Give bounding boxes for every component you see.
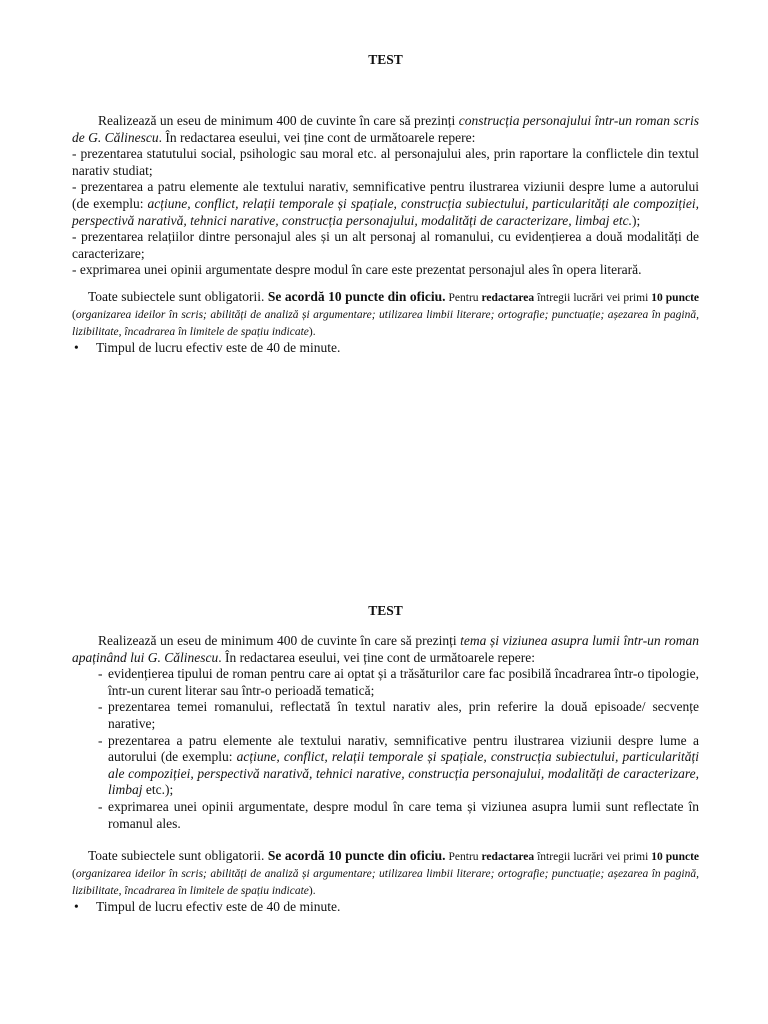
bullet-icon: • bbox=[74, 899, 79, 915]
note-text: ). bbox=[308, 325, 316, 338]
test-section-1 bbox=[72, 52, 699, 356]
requirement-text: - prezentarea a patru elemente ale textului narativ, semnificative pentru ilustrarea viziunii despre lume a autorului (de exemplu: bbox=[72, 179, 699, 211]
note-text: ( bbox=[72, 868, 76, 881]
note-text: ). bbox=[308, 885, 316, 898]
requirements-list bbox=[72, 666, 699, 832]
intro-text-end: . În redactarea eseului, vei ține cont de următoarele repere: bbox=[218, 649, 535, 665]
list-item bbox=[72, 666, 699, 699]
intro-italic: tema și viziunea asupra lumii într-un roman apaținând lui G. Călinescu bbox=[72, 633, 700, 665]
intro-text-end: . În redactarea eseului, vei ține cont de următoarele repere: bbox=[158, 129, 476, 145]
time-limit bbox=[72, 899, 699, 915]
dash-marker: - bbox=[98, 666, 103, 682]
note-bold: 10 puncte bbox=[651, 291, 700, 304]
intro-italic: construcția personajului într-un roman scris de G. Călinescu bbox=[72, 113, 700, 145]
bullet-icon: • bbox=[74, 339, 79, 355]
test-title: TEST bbox=[368, 603, 403, 618]
list-item bbox=[72, 799, 699, 832]
list-item bbox=[72, 699, 699, 732]
note-bold: Se acordă 10 puncte din oficiu. bbox=[267, 288, 446, 304]
list-item-text: exprimarea unei opinii argumentate, despre modul în care tema și viziunea asupra lumii sunt reflectate în romanul ales. bbox=[108, 798, 699, 831]
grading-note bbox=[72, 289, 699, 340]
intro-text: Realizează un eseu de minimum 400 de cuvinte în care să prezinți bbox=[98, 113, 459, 128]
note-text: Toate subiectele sunt obligatorii. bbox=[88, 288, 268, 304]
requirement-item: - exprimarea unei opinii argumentate despre modul în care este prezentat personajul ales în opera literară. bbox=[72, 262, 642, 278]
list-item-text: prezentarea temei romanului, reflectată în textul narativ ales, prin referire la două episoade/ secvențe narative; bbox=[108, 699, 699, 731]
note-text: Pentru bbox=[445, 851, 482, 864]
test-intro bbox=[72, 633, 699, 666]
grading-note bbox=[72, 848, 699, 899]
note-text: Pentru bbox=[445, 291, 482, 304]
requirement-item: - prezentarea relațiilor dintre personajul ales și un alt personaj al romanului, cu evidențierea a două modalități de caracterizare; bbox=[72, 229, 699, 261]
note-italic: organizarea ideilor în scris; abilități de analiză și argumentare; utilizarea limbii literare; ortografie; punctuație; așezarea în pagină, lizibilitate, încadrarea în limitele de spațiu indicate bbox=[72, 868, 699, 898]
test-intro bbox=[72, 113, 699, 146]
list-item-text: evidențierea tipului de roman pentru care ai optat și a trăsăturilor care fac posibilă încadrarea într-o tipologie, într-un curent literar sau într-o perioadă tematică; bbox=[108, 666, 699, 698]
note-italic: organizarea ideilor în scris; abilități de analiză și argumentare; utilizarea limbii literare; ortografie; punctuație; așezarea în pagină, lizibilitate, încadrarea în limitele de spațiu indicate bbox=[72, 308, 699, 338]
requirement-item bbox=[72, 179, 699, 229]
list-item bbox=[72, 733, 699, 799]
dash-marker: - bbox=[98, 732, 103, 748]
note-text: întregii lucrări vei primi bbox=[534, 851, 652, 864]
note-bold: 10 puncte bbox=[651, 851, 700, 864]
test-title: TEST bbox=[368, 52, 403, 67]
test-section-2 bbox=[72, 603, 699, 915]
dash-marker: - bbox=[98, 798, 103, 814]
list-item-text-end: etc.); bbox=[142, 782, 174, 798]
note-bold: redactarea bbox=[481, 291, 535, 304]
note-text: Toate subiectele sunt obligatorii. bbox=[88, 848, 268, 864]
note-bold: Se acordă 10 puncte din oficiu. bbox=[267, 848, 446, 864]
requirement-item: - prezentarea statutului social, psihologic sau moral etc. al personajului ales, prin raportare la conflictele din textul narativ studiat; bbox=[72, 146, 699, 178]
note-text: ( bbox=[72, 308, 76, 321]
dash-marker: - bbox=[98, 699, 103, 715]
time-text: Timpul de lucru efectiv este de 40 de minute. bbox=[96, 339, 341, 355]
list-item-text: prezentarea a patru elemente ale textului narativ, semnificative pentru ilustrarea viziunii despre lume a autorului (de exemplu: bbox=[108, 732, 699, 765]
note-bold: redactarea bbox=[481, 851, 535, 864]
time-limit bbox=[72, 340, 699, 356]
requirement-text-end: ); bbox=[632, 212, 641, 228]
intro-text: Realizează un eseu de minimum 400 de cuvinte în care să prezinți bbox=[98, 633, 461, 648]
note-text: întregii lucrări vei primi bbox=[534, 291, 652, 304]
time-text: Timpul de lucru efectiv este de 40 de minute. bbox=[96, 899, 341, 915]
list-item-examples: acțiune, conflict, relații temporale și spațiale, construcția subiectului, particularități ale compoziției, perspectivă narativă, tehnici narative, construcția personajului, modalități de caracterizare, limbaj bbox=[108, 749, 700, 798]
requirement-examples: acțiune, conflict, relații temporale și spațiale, construcția subiectului, particularități ale compoziției, perspectivă narativă, tehnici narative, construcția personajului, modalități de caracterizare, limbaj etc. bbox=[72, 195, 699, 228]
